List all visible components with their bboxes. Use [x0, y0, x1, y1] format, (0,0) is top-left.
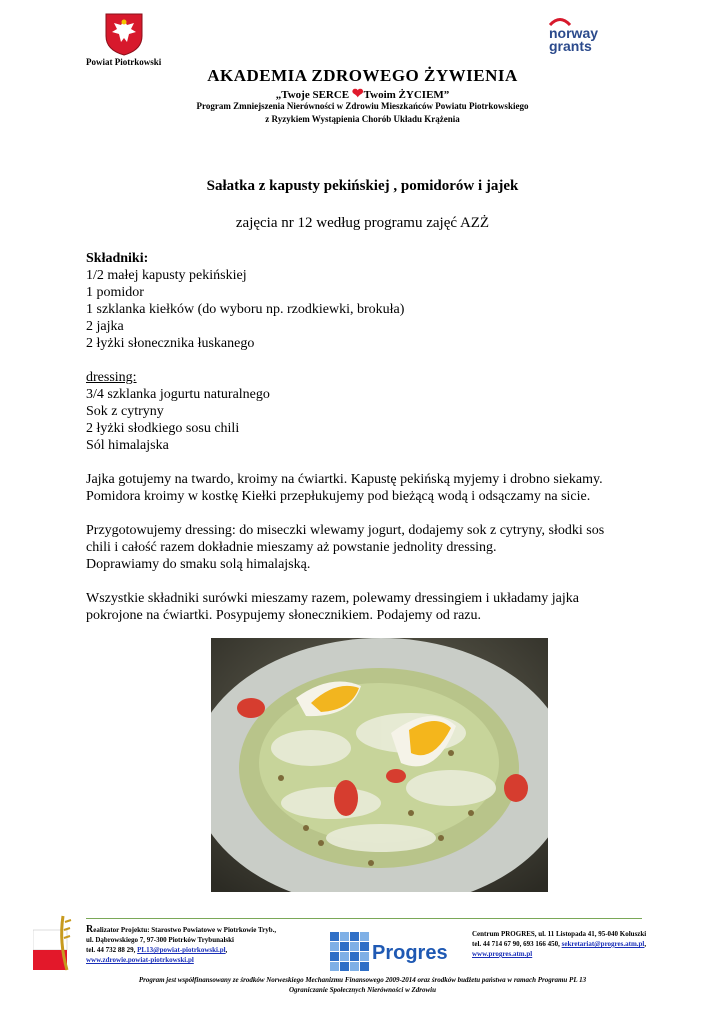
footer-contact [86, 945, 336, 955]
dressing-item: Sok z cytryny [86, 404, 164, 419]
dressing-item: 3/4 szklanka jogurtu naturalnego [86, 387, 270, 402]
step-line: Wszystkie składniki surówki mieszamy razem, polewamy dressingiem i układamy jajka [86, 591, 579, 606]
footer-right-block [472, 929, 692, 959]
footer-address: ul. Dąbrowskiego 7, 97-300 Piotrków Trybunalski [86, 936, 234, 944]
heart-icon: ❤ [351, 87, 364, 102]
step-line: Pomidora kroimy w kostkę Kiełki przepłukujemy pod bieżącą wodą i odsączamy na sicie. [86, 489, 591, 504]
footer-divider [86, 918, 642, 919]
email-left-suffix: , [225, 946, 228, 954]
funding-line1: Program jest współfinansowany ze środków Norweskiego Mechanizmu Finansowego 2009-2014 oraz środków budżetu państwa w ramach Programu PL 13 [138, 976, 587, 984]
slogan-part1: „Twoje SERCE [275, 89, 352, 101]
ingredients-heading: Składniki: [86, 251, 149, 266]
dressing-heading: dressing: [86, 370, 137, 385]
centrum-address: Centrum PROGRES, ul. 11 Listopada 41, 95-040 Koluszki [472, 930, 647, 938]
ingredient-item: 1 szklanka kiełków (do wyboru np. rzodkiewki, brokuła) [86, 302, 405, 317]
step-line: Doprawiamy do smaku solą himalajską. [86, 557, 311, 572]
footer-right-tel: tel. 44 714 67 90, 693 166 450, [472, 940, 562, 948]
footer-tel: tel. 44 732 88 29, [86, 946, 138, 954]
funding-note [0, 975, 725, 995]
page-title: AKADEMIA ZDROWEGO ŻYWIENIA [207, 66, 518, 85]
flag-wheat-logo [33, 912, 73, 972]
program-line2: z Ryzykiem Wystąpienia Chorób Układu Krążenia [265, 114, 460, 124]
slogan-part2: Twoim ŻYCIEM” [363, 89, 450, 101]
realizator-line [86, 925, 336, 935]
program-line1: Program Zmniejszenia Nierówności w Zdrowiu Mieszkańców Powiatu Piotrkowskiego [196, 101, 529, 111]
coat-of-arms-icon [104, 12, 144, 56]
ingredient-item: 1 pomidor [86, 285, 144, 300]
salad-photo [211, 638, 548, 892]
norway-logo-line1: norway [549, 25, 599, 41]
funding-line2: Ograniczanie Społecznych Nierówności w Zdrowiu [288, 986, 436, 994]
step-line: Jajka gotujemy na twardo, kroimy na ćwiartki. Kapustę pekińską myjemy i drobno siekamy. [86, 472, 603, 487]
realizator-initial: R [86, 924, 94, 935]
website-link-left[interactable]: www.zdrowie.powiat-piotrkowski.pl [86, 956, 194, 964]
norway-logo-line2: grants [549, 38, 592, 54]
realizator-text: ealizator Projektu: Starostwo Powiatowe w Piotrkowie Tryb., [93, 926, 277, 934]
email-link-right[interactable]: sekretariat@progres.atm.pl [561, 940, 645, 948]
email-right-suffix: , [644, 940, 647, 948]
email-link-left[interactable]: PL13@powiat-piotrkowski.pl [137, 946, 226, 954]
session-subtitle: zajęcia nr 12 według programu zajęć AZŻ [235, 215, 490, 231]
step-line: chili i całość razem dokładnie mieszamy aż powstanie jednolity dressing. [86, 540, 497, 555]
step-line: Przygotowujemy dressing: do miseczki wlewamy jogurt, dodajemy sok z cytryny, słodki sos [86, 523, 605, 538]
progres-logo-text: Progres [372, 942, 448, 964]
recipe-content [86, 250, 646, 624]
recipe-title: Sałatka z kapusty pekińskiej , pomidorów i jajek [206, 178, 519, 194]
footer-left-block [86, 925, 336, 965]
dressing-item: Sól himalajska [86, 438, 169, 453]
ingredient-item: 1/2 małej kapusty pekińskiej [86, 268, 247, 283]
website-link-right[interactable]: www.progres.atm.pl [472, 950, 533, 958]
progres-grid-logo [330, 932, 370, 972]
step-line: pokrojone na ćwiartki. Posypujemy słonecznikiem. Podajemy od razu. [86, 608, 482, 623]
norway-grants-logo [547, 16, 627, 56]
ingredient-item: 2 jajka [86, 319, 124, 334]
powiat-label: Powiat Piotrkowski [86, 57, 162, 67]
footer-right-contact [472, 939, 692, 949]
ingredient-item: 2 łyżki słonecznika łuskanego [86, 336, 255, 351]
dressing-item: 2 łyżki słodkiego sosu chili [86, 421, 240, 436]
